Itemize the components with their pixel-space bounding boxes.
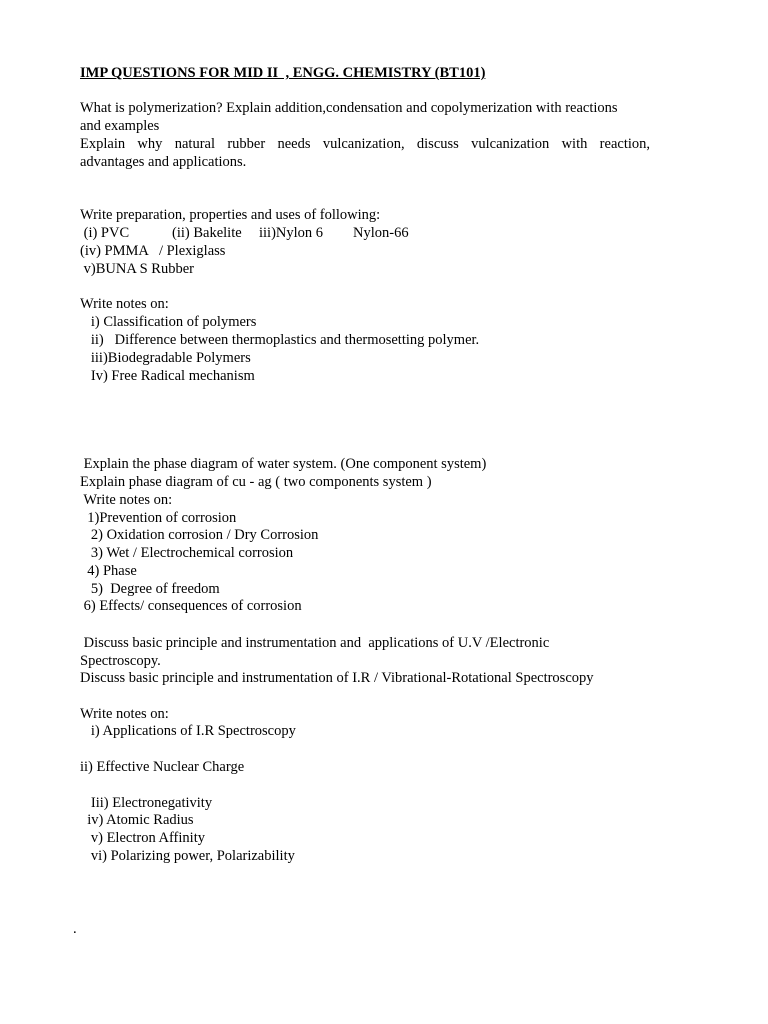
notes-corrosion-item: 4) Phase [80,563,137,579]
notes-polymers-item: i) Classification of polymers [80,314,257,330]
notes-spectroscopy-item: v) Electron Affinity [80,830,205,846]
question-uv-spectroscopy-line1: Discuss basic principle and instrumentation and applications of U.V /Electronic [80,635,550,651]
page-title: IMP QUESTIONS FOR MID II , ENGG. CHEMISTRY (BT101) [80,65,486,81]
notes-spectroscopy-item: iv) Atomic Radius [80,812,194,828]
question-cu-ag-phase-diagram: Explain phase diagram of cu - ag ( two components system ) [80,474,432,490]
question-preparation-heading: Write preparation, properties and uses of following: [80,207,381,223]
notes-corrosion-item: 6) Effects/ consequences of corrosion [80,598,302,614]
preparation-item-buna-s: v)BUNA S Rubber [80,261,194,277]
preparation-item-nylon6: iii)Nylon 6 [259,225,324,241]
notes-polymers-item: ii) Difference between thermoplastics and thermosetting polymer. [80,332,480,348]
preparation-item-pmma: (iv) PMMA / Plexiglass [80,243,226,259]
notes-corrosion-item: 3) Wet / Electrochemical corrosion [80,545,294,561]
notes-corrosion-item: 2) Oxidation corrosion / Dry Corrosion [80,527,319,543]
notes-polymers-item: Iv) Free Radical mechanism [80,368,255,384]
notes-spectroscopy-item: vi) Polarizing power, Polarizability [80,848,295,864]
notes-spectroscopy-item: Iii) Electronegativity [80,795,213,811]
notes-corrosion-item: 1)Prevention of corrosion [80,510,237,526]
preparation-item-bakelite: (ii) Bakelite [172,225,242,241]
notes-corrosion-heading: Write notes on: [80,492,173,508]
notes-polymers-item: iii)Biodegradable Polymers [80,350,251,366]
question-polymerization-line1: What is polymerization? Explain addition,condensation and copolymerization with reactions [80,100,618,116]
question-uv-spectroscopy-line2: Spectroscopy. [80,653,161,669]
question-vulcanization-line1: Explain why natural rubber needs vulcanization, discuss vulcanization with reaction, [80,136,650,152]
footer-dot: . [73,921,77,937]
notes-spectroscopy-item: i) Applications of I.R Spectroscopy [80,723,296,739]
notes-spectroscopy-item: ii) Effective Nuclear Charge [80,759,245,775]
question-vulcanization-line2: advantages and applications. [80,154,247,170]
notes-spectroscopy-heading: Write notes on: [80,706,169,722]
notes-corrosion-item: 5) Degree of freedom [80,581,220,597]
preparation-item-pvc: (i) PVC [80,225,130,241]
question-ir-spectroscopy: Discuss basic principle and instrumentation of I.R / Vibrational-Rotational Spectroscopy [80,670,594,686]
question-polymerization-line2: and examples [80,118,160,134]
preparation-item-nylon66: Nylon-66 [353,225,409,241]
question-water-phase-diagram: Explain the phase diagram of water system. (One component system) [80,456,487,472]
notes-polymers-heading: Write notes on: [80,296,169,312]
